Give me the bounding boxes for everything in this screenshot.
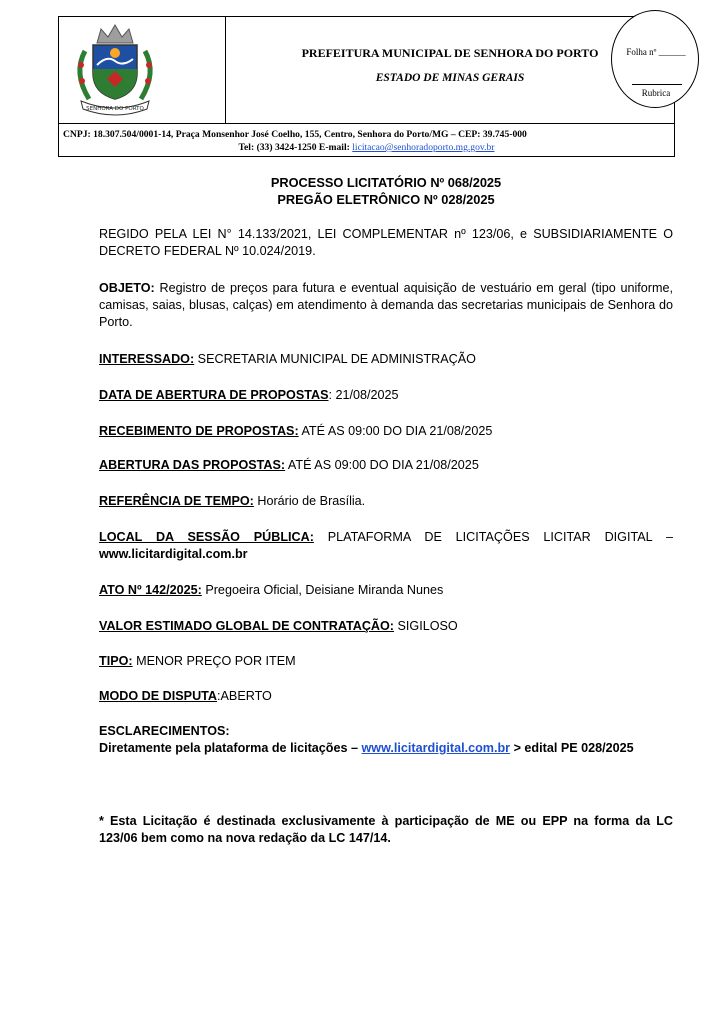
stamp-signature-line — [632, 84, 682, 85]
ato-line — [99, 582, 673, 599]
pregao-title: PREGÃO ELETRÔNICO Nº 028/2025 — [277, 192, 495, 207]
local-text: PLATAFORMA DE LICITAÇÕES LICITAR DIGITAL – — [313, 530, 673, 544]
esclarecimentos-label: ESCLARECIMENTOS: — [99, 724, 230, 738]
esclarecimentos-suffix: > edital PE 028/2025 — [510, 741, 634, 755]
municipality-title: PREFEITURA MUNICIPAL DE SENHORA DO PORTO — [301, 46, 599, 60]
referencia-text: Horário de Brasília. — [253, 494, 366, 508]
header-divider — [225, 17, 226, 123]
modo-line — [99, 688, 673, 705]
data-abertura-text: : 21/08/2025 — [328, 388, 399, 402]
modo-label: MODO DE DISPUTA — [99, 689, 218, 703]
contact-info — [58, 124, 675, 157]
valor-label: VALOR ESTIMADO GLOBAL DE CONTRATAÇÃO: — [99, 619, 395, 633]
email-link[interactable]: licitacao@senhoradoporto.mg.gov.br — [352, 142, 495, 153]
tipo-line — [99, 653, 673, 670]
phone-email — [59, 142, 674, 153]
recebimento-text: ATÉ AS 09:00 DO DIA 21/08/2025 — [298, 424, 493, 438]
stamp-rubrica-label: Rubrica — [641, 88, 671, 98]
me-epp-note: * Esta Licitação é destinada exclusivamente à participação de ME ou EPP na forma da LC 123/06 bem como na nova redação da LC 147/14. — [99, 814, 673, 845]
interessado-line — [99, 351, 673, 368]
phone-label: Tel: (33) 3424-1250 E-mail: — [238, 142, 353, 153]
objeto-label: OBJETO: — [99, 281, 155, 295]
objeto-text: Registro de preços para futura e eventual aquisição de vestuário em geral (tipo uniforme, camisas, saias, blusas, calças) em atendimento à demanda das secretarias municipais de Senhora do Porto. — [99, 281, 673, 329]
abertura-text: ATÉ AS 09:00 DO DIA 21/08/2025 — [285, 458, 479, 472]
modo-text: :ABERTO — [217, 689, 272, 703]
esclarecimentos-line — [99, 740, 673, 757]
coat-of-arms-icon — [67, 21, 163, 117]
stamp-folha-label: Folha nº ______ — [626, 47, 686, 57]
tipo-text: MENOR PREÇO POR ITEM — [132, 654, 296, 668]
recebimento-line — [99, 423, 673, 440]
objeto-paragraph — [99, 280, 673, 331]
process-title: PROCESSO LICITATÓRIO Nº 068/2025 — [270, 175, 502, 190]
letterhead — [58, 16, 675, 124]
esclarecimentos-prefix: Diretamente pela plataforma de licitações – — [99, 741, 362, 755]
data-abertura-label: DATA DE ABERTURA DE PROPOSTAS — [99, 388, 329, 402]
licitar-digital-link[interactable]: www.licitardigital.com.br — [361, 741, 511, 755]
local-label: LOCAL DA SESSÃO PÚBLICA: — [99, 530, 314, 544]
abertura-line — [99, 457, 673, 474]
cnpj-address: CNPJ: 18.307.504/0001-14, Praça Monsenhor José Coelho, 155, Centro, Senhora do Porto/MG – CEP: 39.745-000 — [63, 129, 527, 140]
tipo-label: TIPO: — [99, 654, 133, 668]
abertura-label: ABERTURA DAS PROPOSTAS: — [99, 458, 286, 472]
regido-paragraph: REGIDO PELA LEI N° 14.133/2021, LEI COMPLEMENTAR nº 123/06, e SUBSIDIARIAMENTE O DECRETO FEDERAL Nº 10.024/2019. — [99, 227, 673, 258]
state-subtitle: ESTADO DE MINAS GERAIS — [375, 72, 525, 84]
svg-text:SENHORA DO PORTO: SENHORA DO PORTO — [86, 106, 144, 112]
recebimento-label: RECEBIMENTO DE PROPOSTAS: — [99, 424, 299, 438]
folha-rubrica-stamp — [611, 10, 699, 108]
local-line — [99, 529, 673, 546]
referencia-label: REFERÊNCIA DE TEMPO: — [99, 494, 254, 508]
valor-line — [99, 618, 673, 635]
valor-text: SIGILOSO — [394, 619, 458, 633]
referencia-line — [99, 493, 673, 510]
data-abertura-line — [99, 387, 673, 404]
ato-label: ATO Nº 142/2025: — [99, 583, 202, 597]
ato-text: Pregoeira Oficial, Deisiane Miranda Nunes — [201, 583, 444, 597]
local-url: www.licitardigital.com.br — [99, 547, 248, 561]
interessado-text: SECRETARIA MUNICIPAL DE ADMINISTRAÇÃO — [194, 352, 476, 366]
interessado-label: INTERESSADO: — [99, 352, 195, 366]
